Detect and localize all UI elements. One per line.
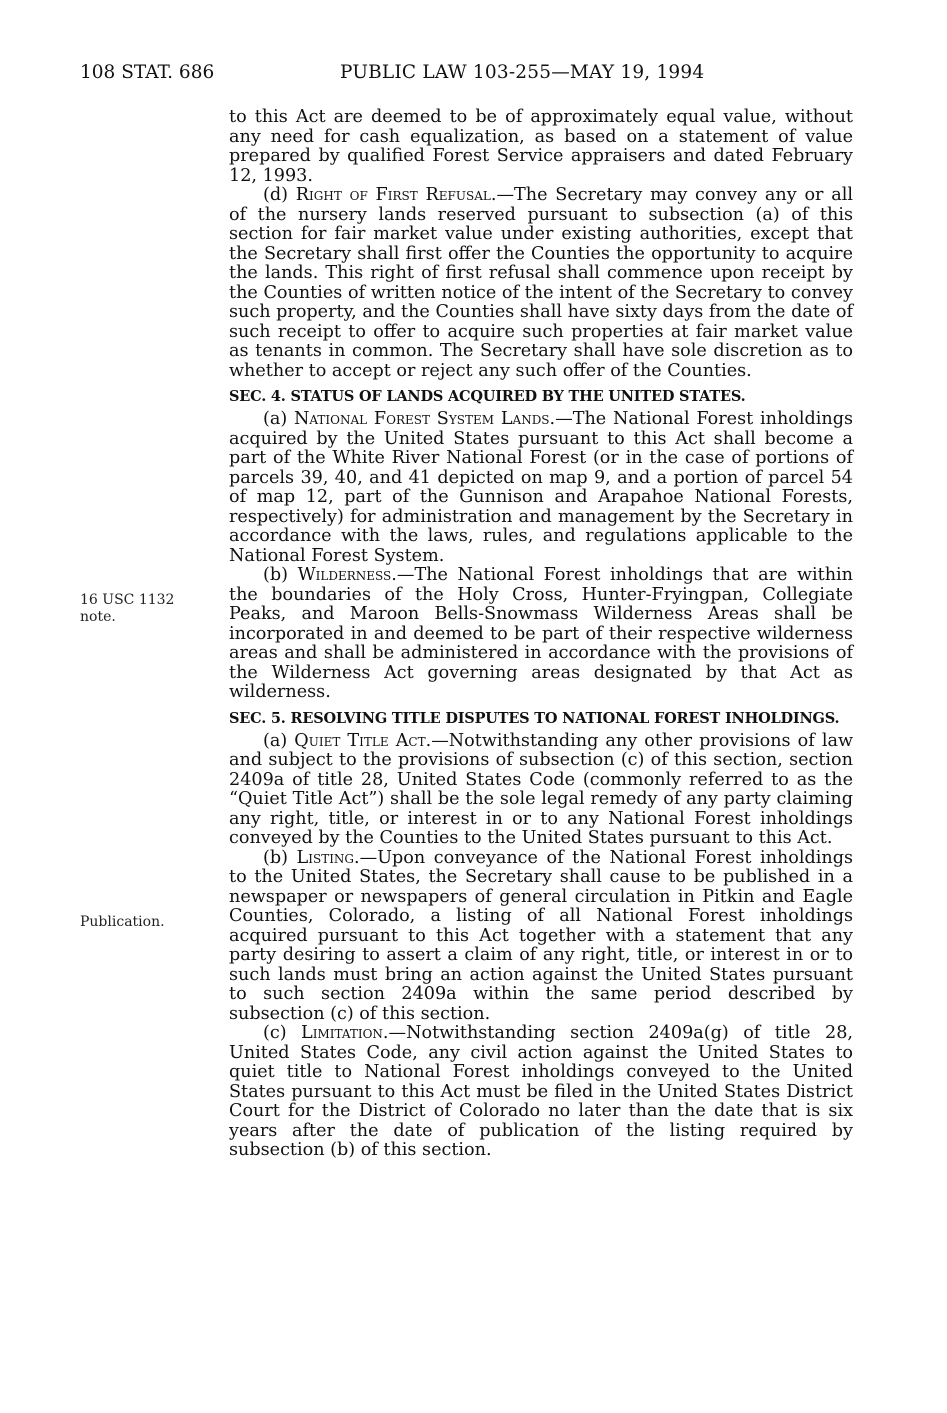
paragraph-text: —The National Forest inholdings acquired by the United States pursuant to this Act shall become a part of the White River National Forest (or in the case of portions of parcels 39, 40, and 41 depicted on map 9, and a portion of parcel 54 of map 12, part of the Gunnison and Arapahoe National Forests, respectively) for administration and management by the Secretary in accordance with the laws, rules, and regulations applicable to the National Forest System. [229,409,854,566]
statute-page-number: 108 STAT. 686 [80,62,215,83]
paragraph-wilderness [229,566,853,703]
paragraph-label: (b) [263,847,297,868]
paragraph-heading: Wilderness. [297,565,397,585]
margin-note-usc-line1: 16 USC 1132 [80,592,175,608]
margin-note-publication: Publication. [80,914,165,930]
paragraph-text: —Notwithstanding section 2409a(g) of title 28, United States Code, any civil action against the United States to quiet title to National Forest inholdings conveyed to the United States pursuant to this Act must be filed in the United States District Court for the District of Colorado no later than the date that is six years after the date of publication of the listing required by subsection (b) of this section. [229,1023,853,1160]
paragraph-label: (c) [263,1023,302,1043]
running-header [0,62,947,86]
public-law-title: PUBLIC LAW 103-255—MAY 19, 1994 [340,62,705,83]
paragraph-heading: National Forest System Lands. [294,409,556,429]
paragraph-continuation: to this Act are deemed to be of approximately equal value, without any need for cash equalization, as based on a statement of value prepared by qualified Forest Service appraisers and dated February 12, 1993. [229,107,853,186]
paragraph-limitation [229,1024,853,1161]
paragraph-heading: Listing. [296,847,360,868]
paragraph-label: (a) [263,409,295,429]
paragraph-national-forest-system-lands [229,410,853,566]
paragraph-label: (d) [263,185,296,205]
paragraph-text: —Upon conveyance of the National Forest inholdings to the United States, the Secretary shall cause to be published in a newspaper or newspapers of general circulation in Pitkin and Eagle Counties, Colorado, a listing of all National Forest inholdings acquired pursuant to this Act together with a statement that any party desiring to assert a claim of any right, title, or interest in or to such lands must bring an action against the United States pursuant to such section 2409a within the same period described by subsection (c) of this section. [229,847,853,1024]
margin-note-usc-line2: note. [80,609,116,625]
section-4-heading: SEC. 4. STATUS OF LANDS ACQUIRED BY THE UNITED STATES. [229,388,746,405]
margin-note-usc [80,592,174,626]
section-5-heading: SEC. 5. RESOLVING TITLE DISPUTES TO NATIONAL FOREST INHOLDINGS. [229,709,840,727]
paragraph-heading: Quiet Title Act. [294,730,432,751]
paragraph-label: (b) [263,565,298,585]
paragraph-heading: Limitation. [301,1023,389,1043]
paragraph-text: —Notwithstanding any other provisions of law and subject to the provisions of subsection (c) of this section, section 2409a of title 28, United States Code (commonly referred to as the “Quiet Title Act”) shall be the sole legal remedy of any party claiming any right, title, or interest in or to any National Forest inholdings conveyed by the Counties to the United States pursuant to this Act. [229,730,853,848]
paragraph-text: —The National Forest inholdings that are within the boundaries of the Holy Cross, Hunter-Fryingpan, Collegiate Peaks, and Maroon Bells-Snowmass Wilderness Areas shall be incorporated in and deemed to be part of their respective wilderness areas and shall be administered in accordance with the provisions of the Wilderness Act governing areas designated by that Act as wilderness. [229,565,854,702]
body-text [229,108,853,1161]
paragraph-right-of-first-refusal [229,186,853,381]
paragraph-quiet-title-act [229,732,853,849]
paragraph-label: (a) [263,730,295,751]
paragraph-listing [229,849,853,1025]
paragraph-heading: Right of First Refusal. [295,185,497,205]
paragraph-text: —The Secretary may convey any or all of the nursery lands reserved pursuant to subsection (a) of this section for fair market value under existing authorities, except that the Secretary shall first offer the Counties the opportunity to acquire the lands. This right of first refusal shall commence upon receipt by the Counties of written notice of the intent of the Secretary to convey such property, and the Counties shall have sixty days from the date of such receipt to offer to acquire such properties at fair market value as tenants in common. The Secretary shall have sole discretion as to whether to accept or reject any such offer of the Counties. [229,185,853,381]
